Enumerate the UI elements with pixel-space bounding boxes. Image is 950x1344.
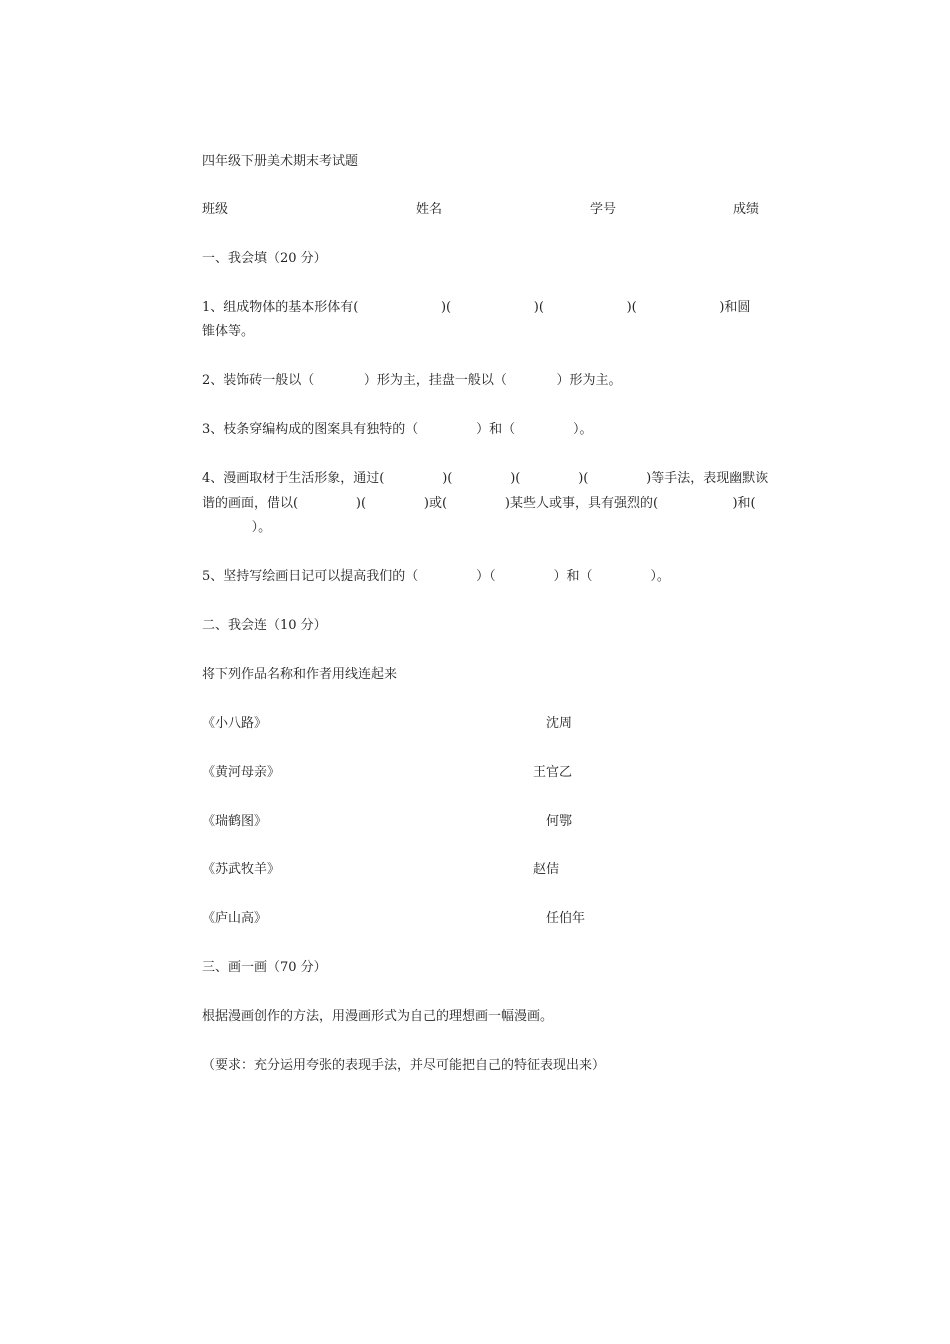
work-item: 《黄河母亲》 (202, 765, 281, 780)
author-item: 沈周 (546, 716, 573, 731)
work-item: 《小八路》 (202, 716, 268, 731)
section-2-instruction: 将下列作品名称和作者用线连起来 (202, 667, 398, 682)
author-item: 任伯年 (546, 911, 586, 926)
section-1-heading: 一、我会填（20 分） (202, 251, 327, 266)
page-title: 四年级下册美术期末考试题 (202, 154, 359, 169)
question-2: 2、装饰砖一般以（ ）形为主，挂盘一般以（ ）形为主。 (202, 373, 622, 388)
question-3: 3、枝条穿编构成的图案具有独特的（ ）和（ ）。 (202, 422, 593, 437)
section-3-heading: 三、画一画（70 分） (202, 960, 327, 975)
work-item: 《苏武牧羊》 (202, 862, 281, 877)
author-item: 何鄂 (546, 814, 573, 829)
work-item: 《瑞鹤图》 (202, 814, 268, 829)
author-item: 王官乙 (533, 765, 573, 780)
class-label: 班级 (202, 202, 229, 217)
section-2-heading: 二、我会连（10 分） (202, 618, 327, 633)
section-3-requirement: （要求：充分运用夸张的表现手法，并尽可能把自己的特征表现出来） (202, 1058, 606, 1073)
author-item: 赵佶 (533, 862, 560, 877)
section-3-instruction: 根据漫画创作的方法，用漫画形式为自己的理想画一幅漫画。 (202, 1009, 554, 1024)
question-4-line-3: ）。 (202, 520, 272, 535)
question-5: 5、坚持写绘画日记可以提高我们的（ ）（ ）和（ ）。 (202, 569, 670, 584)
question-4-line-2: 谐的画面，借以( )( )或( )某些人或事，具有强烈的( )和( (202, 496, 756, 511)
student-id-label: 学号 (590, 202, 617, 217)
question-1-line-1: 1、组成物体的基本形体有( )( )( )( )和圆 (202, 300, 751, 315)
question-4-line-1: 4、漫画取材于生活形象，通过( )( )( )( )等手法，表现幽默诙 (202, 471, 769, 486)
score-label: 成绩 (733, 202, 760, 217)
work-item: 《庐山高》 (202, 911, 268, 926)
question-1-line-2: 锥体等。 (202, 324, 255, 339)
name-label: 姓名 (416, 202, 443, 217)
